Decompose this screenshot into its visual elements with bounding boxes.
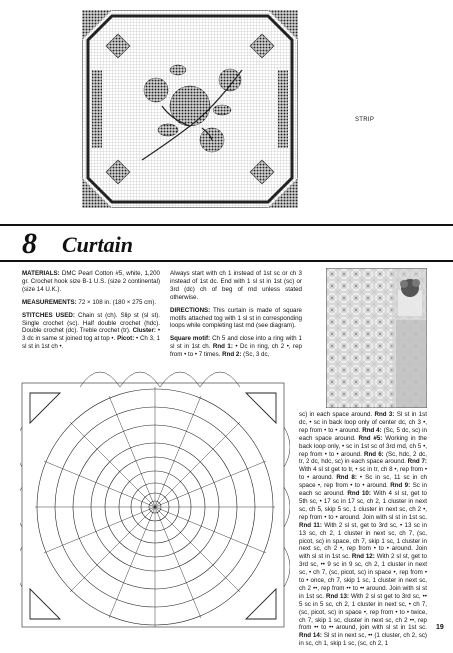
rnd7-text: With 4 sl st get to tr, • sc in tr, ch 8 •, rep from • to • around. [299,466,427,482]
column-right [299,411,427,653]
rnd10-text: With 4 sl st, get to 5th sc, • 17 sc in 17 sc, ch 2, 1 cluster in next sc, ch 5, skip 5 sc, 1 cluster in next sc, ch 2 •, rep from • to • around. Join with sl st in 1st sc. [299,490,427,521]
chapter-number: 8 [22,227,37,260]
directions-paragraph [170,307,302,331]
rnd4-text: (Sc, 5 dc, sc) in each space around. [299,426,427,442]
stitches-text: Chain st (ch). Slip st (sl st). Single crochet (sc). Half double crochet (hdc). Double crochet (dc). Treble crochet (tr). [22,311,160,335]
rnd8-label: Rnd 8: [336,474,357,482]
rnd6-label: Rnd 6: [364,450,384,458]
filet-strip-chart [82,10,298,208]
stitches-label: STITCHES USED: [22,311,75,319]
intro-paragraph: Always start with ch 1 instead of 1st sc or ch 3 instead of 1st dc. End with 1 sl st in 1st (sc) or 3rd (dc) ch of beg of rnd unless stated otherwise. [170,270,302,301]
materials-paragraph [22,270,160,294]
cluster-label: Cluster: [132,327,156,335]
rnd4-label: Rnd 4: [362,426,382,434]
rnd5-text: Working in the back loop only, • sc in 1st sc of 3rd rnd, ch 5 •, rep from • to • around. [299,434,427,458]
materials-text: DMC Pearl Cotton #5, white, 1,200 gr. Crochet hook size B-1 U.S. (size 2 continental) (size 14 U.K.). [22,270,160,293]
rnd11-label: Rnd 11: [299,521,322,529]
page-number: 19 [436,624,444,631]
rnd14-text: Sl st in next sc, •• (1 cluster, ch 2, sc) in sc, ch 1, skip 1 sc, (sc, ch 2, 1 [299,632,427,648]
square-motif-diagram [20,357,290,629]
rounds-paragraph [299,411,427,648]
cluster-text: • 3 dc in same st joined tog at top •. [22,327,160,343]
rnd1-text: • Dc in ring, ch 2 •, rep from • to • 7 times. [170,343,302,359]
directions-text: This curtain is made of square motifs attached tog with 1 sl st in corresponding loops while completing last rnd (see diagram). [170,306,302,330]
measurements-label: MEASUREMENTS: [22,298,77,306]
rnd3-label: Rnd 3: [374,411,395,418]
rnd8-text: • Sc in sc, 11 sc in ch space •, rep from • to • around. [299,474,427,490]
measurements-paragraph [22,299,160,307]
stitches-paragraph [22,312,160,352]
materials-label: MATERIALS: [22,270,60,277]
rnd5-label: Rnd #5: [358,434,383,442]
rnd11-text: With 2 sl st, get to 3rd sc, • 13 sc in 13 sc, ch 2, 1 cluster in next sc, ch 7, (sc, picot, sc) in space, ch 7, skip 1 sc, 1 cluster in next sc, ch 2 •, rep from • to • around. Join with sl st in 1st sc. [299,521,427,561]
picot-label: Picot: [117,335,135,343]
column-left [22,270,160,356]
rnd9-text: Sc in each sc around. [299,482,427,498]
header-rule-top [0,224,453,226]
rnd2-label: Rnd 2: [222,351,242,359]
rnd1-label: Rnd 1: [212,343,233,351]
directions-label: DIRECTIONS: [170,306,211,314]
rnd7-label: Rnd 7: [407,458,427,466]
curtain-photo [326,268,427,408]
rnd10-label: Rnd 10: [347,490,371,498]
rnd2-continued-text: sc) in each space around. [299,411,373,418]
measurements-text: 72 × 108 in. (180 × 275 cm). [78,298,157,306]
header-rule-bottom [0,260,453,262]
rnd13-label: Rnd 13: [325,592,349,600]
square-motif-label: Square motif: [170,335,211,343]
rnd12-label: Rnd 12: [351,553,375,561]
chapter-title: Curtain [62,232,133,257]
square-motif-paragraph [170,335,302,359]
column-middle [170,270,302,364]
picot-text: • Ch 3, 1 sl st in 1st ch •. [22,335,160,351]
rnd3-text: Sl st in 1st dc, • sc in back loop only of center dc, ch 3 •, rep from • to • around. [299,411,427,434]
square-motif-text: Ch 5 and close into a ring with 1 sl st in 1st ch. [170,335,302,351]
strip-label: STRIP [355,117,375,123]
rnd9-label: Rnd 9: [390,482,411,490]
rnd13-text: With 2 sl st get to 3rd sc, •• 5 sc in 5 sc, ch 2, 1 cluster in next sc, • ch 7, (sc, picot, sc) in space •, rep from • to • twice, ch 7, skip 1 sc, cluster in next sc, ch 2 ••, rep from •• to •• around, join with sl st in 1st sc. [299,592,427,632]
rnd14-label: Rnd 14: [299,632,322,640]
rnd6-text: (Sc, hdc, 2 dc, tr, 2 dc, hdc, sc) in each space around. [299,450,427,466]
rnd12-text: With 2 sl st, get to 3rd sc, •• 9 sc in 9 sc, ch 2, 1 cluster in next sc, • ch 7, (sc, picot, sc) in space •, rep from • to • once, ch 7, skip 1 sc, 1 cluster in next sc, ch 2 ••, rep from •• to •• around. Join with sl st in 1st sc. [299,553,427,600]
rnd2-text: (Sc, 3 dc, [243,351,270,359]
